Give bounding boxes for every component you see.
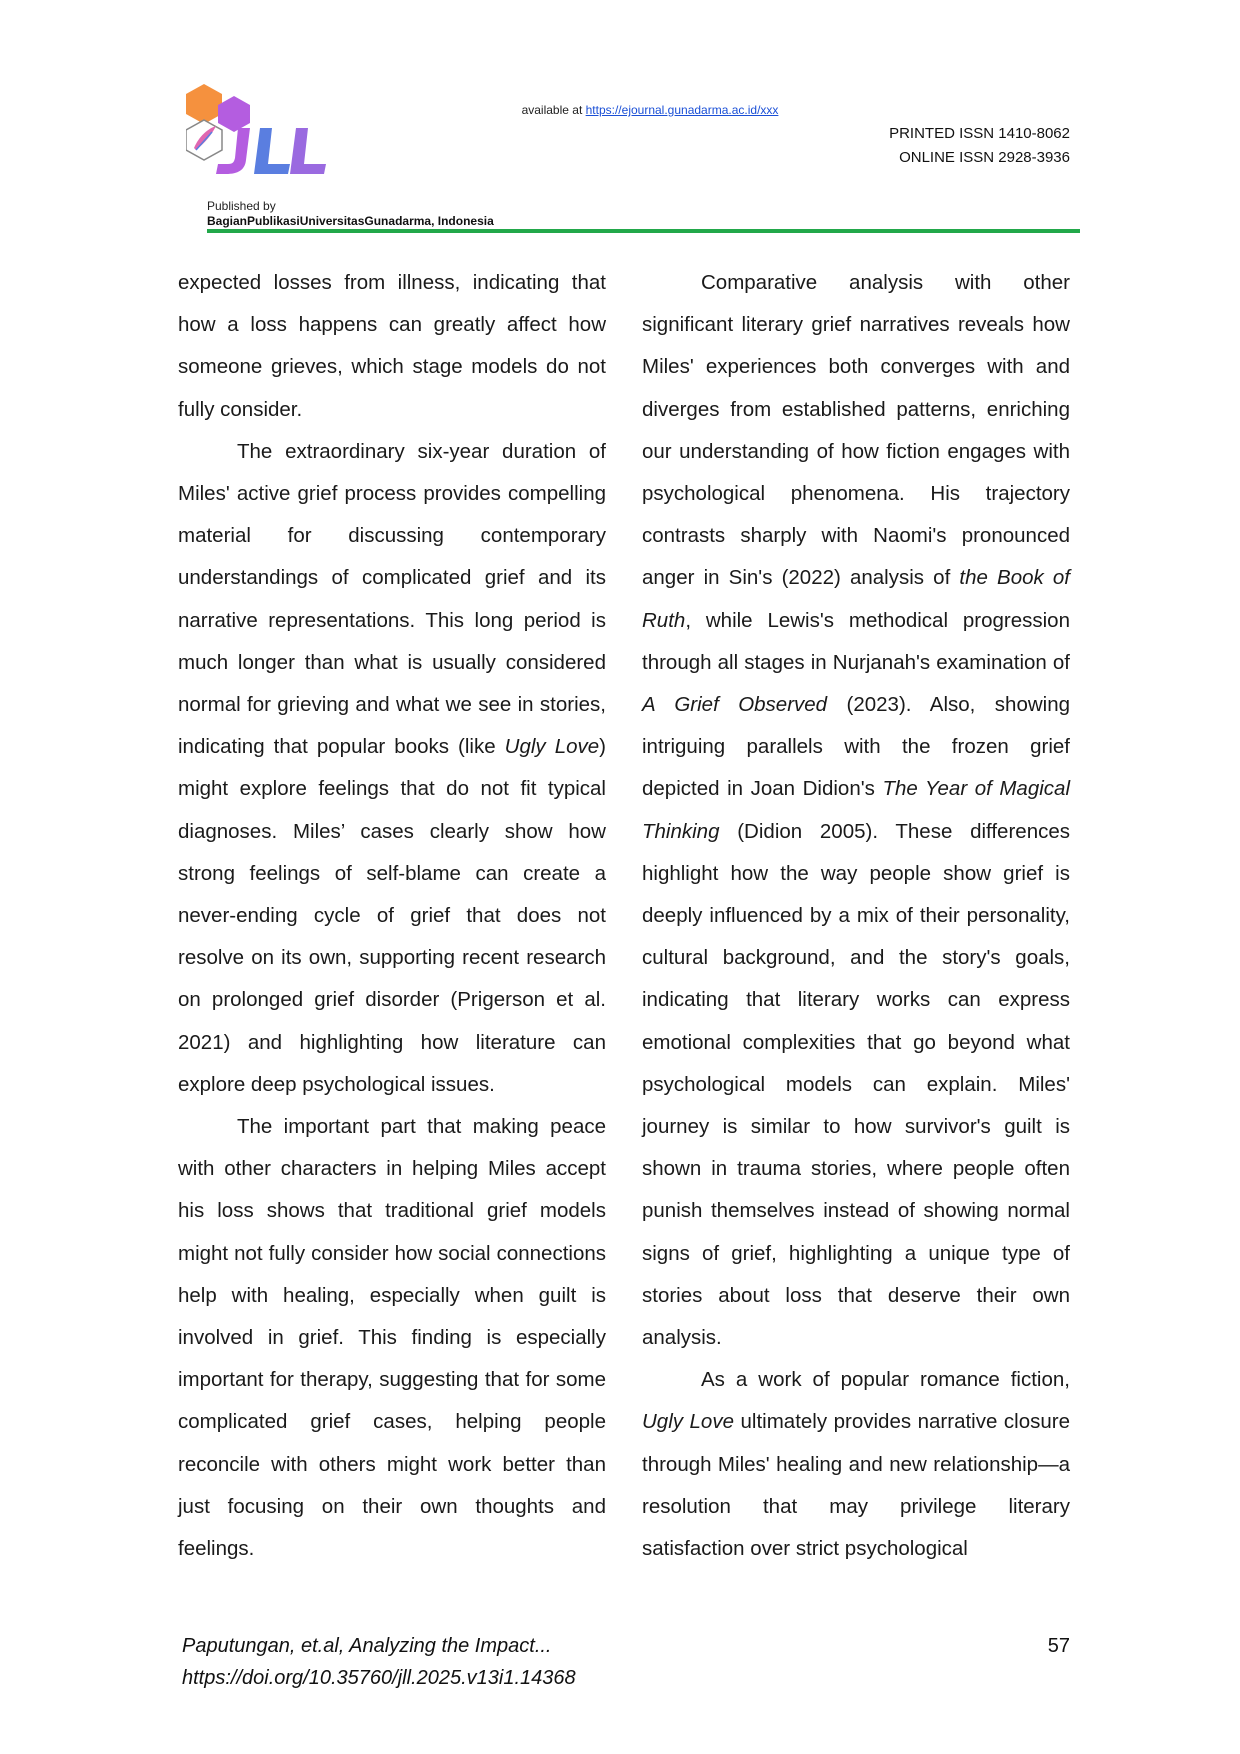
doi-link[interactable]: https://doi.org/10.35760/jll.2025.v13i1.14368 xyxy=(182,1667,576,1689)
footer-citation xyxy=(182,1630,576,1694)
logo-letter-l1 xyxy=(254,128,290,174)
printed-issn: PRINTED ISSN 1410-8062 xyxy=(889,125,1070,142)
text-segment: , while Lewis's methodical progression through all stages in Nurjanah's examination of xyxy=(642,608,1070,674)
italic-title: A Grief Observed xyxy=(642,693,828,717)
text-segment: Comparative analysis with other significant literary grief narratives reveals how Miles' experiences both converges with and diverges from established patterns, enriching our understanding of how fiction engages with psychological phenomena. His trajectory contrasts sharply with Naomi's pronounced anger in Sin's (2022) analysis of xyxy=(642,271,1070,590)
journal-logo xyxy=(186,84,346,194)
header-divider xyxy=(207,229,1080,233)
text-segment: expected losses from illness, indicating that how a loss happens can greatly affect how someone grieves, which stage models do not fully consider. xyxy=(178,271,606,421)
text-segment: (Didion 2005). These differences highlight how the way people show grief is deeply influenced by a mix of their personality, cultural background, and the story's goals, indicating that literary works can express emotional complexities that go beyond what psychological models can explain. Miles' journey is similar to how survivor's guilt is shown in trauma stories, where people often punish themselves instead of showing normal signs of grief, highlighting a unique type of stories about loss that deserve their own analysis. xyxy=(642,819,1070,1350)
availability-line xyxy=(0,103,1240,117)
publisher-name: BagianPublikasiUniversitasGunadarma, Indonesia xyxy=(207,214,494,228)
paragraph xyxy=(642,262,1070,1359)
page-number: 57 xyxy=(1047,1635,1070,1657)
text-segment: The important part that making peace with other characters in helping Miles accept his loss shows that traditional grief models might not fully consider how social connections help with healing, especially when guilt is involved in grief. This finding is especially important for therapy, suggesting that for some complicated grief cases, helping people reconcile with others might work better than just focusing on their own thoughts and feelings. xyxy=(178,1115,606,1561)
issn-block xyxy=(889,122,1070,170)
paragraph xyxy=(178,262,606,431)
italic-title: The Year of Magical Thinking xyxy=(642,777,1070,843)
paragraph xyxy=(178,1106,606,1570)
italic-title: the Book of Ruth xyxy=(642,566,1070,632)
italic-title: Ugly Love xyxy=(642,1410,734,1434)
text-segment: The extraordinary six-year duration of Miles' active grief process provides compelling material for discussing contemporary understandings of complicated grief and its narrative representations. This long period is much longer than what is usually considered normal for grieving and what we see in stories, indicating that popular books (like xyxy=(178,439,606,759)
text-segment: ultimately provides narrative closure through Miles' healing and new relationship—a resolution that may privilege literary satisfaction over strict psychological xyxy=(642,1410,1070,1561)
logo-letter-l2 xyxy=(290,128,326,174)
journal-url-link[interactable]: https://ejournal.gunadarma.ac.id/xxx xyxy=(585,103,779,117)
right-column xyxy=(642,262,1070,1570)
online-issn: ONLINE ISSN 2928-3936 xyxy=(899,149,1070,166)
text-segment: As a work of popular romance fiction, xyxy=(701,1368,1070,1392)
text-segment: ) might explore feelings that do not fit typical diagnoses. Miles’ cases clearly show how strong feelings of self-blame can create a never-ending cycle of grief that does not resolve on its own, supporting recent research on prolonged grief disorder (Prigerson et al. 2021) and highlighting how literature can explore deep psychological issues. xyxy=(178,735,606,1096)
citation-text: Paputungan, et.al, Analyzing the Impact... xyxy=(182,1635,552,1657)
left-column xyxy=(178,262,606,1570)
paragraph xyxy=(178,431,606,1106)
published-by-label: Published by xyxy=(207,199,276,213)
text-segment: (2023). Also, showing intriguing parallels with the frozen grief depicted in Joan Didion's xyxy=(642,693,1071,801)
paragraph xyxy=(642,1359,1070,1570)
italic-title: Ugly Love xyxy=(504,735,600,759)
available-prefix: available at xyxy=(521,103,586,117)
